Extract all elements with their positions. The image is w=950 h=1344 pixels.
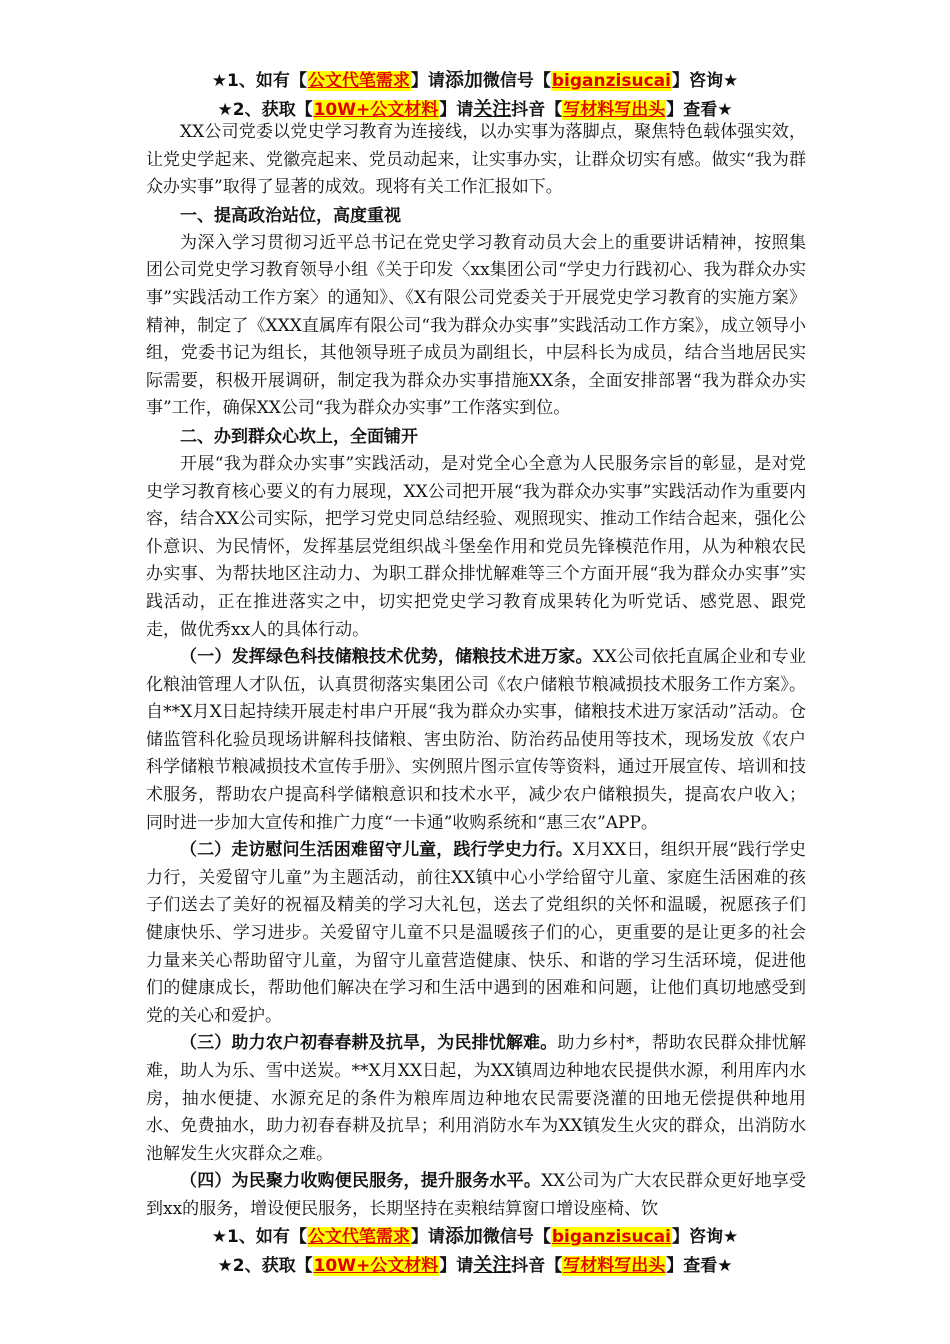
promo-text: ★2、获取【 xyxy=(217,1256,313,1276)
section-1-paragraph: 为深入学习贯彻习近平总书记在党史学习教育动员大会上的重要讲话精神，按照集团公司党史学习教育领导小组《关于印发〈xx集团公司“学史力行践初心、我为群众办实事”实践活动工作方案〉的通知》、《X有限公司党委关于开展党史学习教育的实施方案》精神，制定了《XXX直属库有限公司“我为群众办实事”实践活动工作方案》，成立领导小组，党委书记为组长，其他领导班子成员为副组长，中层科长为成员，结合当地居民实际需要，积极开展调研，制定我为群众办实事措施XX条，全面安排部署“我为群众办实事”工作，确保XX公司“我为群众办实事”工作落实到位。 xyxy=(146,232,806,419)
promo-text: 微信号【 xyxy=(482,71,551,91)
intro-paragraph: XX公司党委以党史学习教育为连接线，以办实事为落脚点，聚焦特色载体强实效，让党史学起来、党徽亮起来、党员动起来，让实事办实，让群众切实有感。做实“我为群众办实事”取得了显著的成效。现将有关工作汇报如下。 xyxy=(146,122,806,198)
subsection-4-lead: （四）为民聚力收购便民服务，提升服务水平。 xyxy=(180,1171,542,1192)
promo-text: 抖音【 xyxy=(511,1256,563,1276)
section-heading-1: 一、提高政治站位，高度重视 xyxy=(180,205,401,226)
subsection-1-text: XX公司依托直属企业和专业化粮油管理人才队伍，认真贯彻落实集团公司《农户储粮节粮减损技术服务工作方案》。自**X月X日起持续开展走村串户开展“我为群众办实事，储粮技术进万家活动”活动。仓储监管科化验员现场讲解科技储粮、害虫防治、防治药品使用等技术，现场发放《农户科学储粮节粮减损技术宣传手册》、实例照片图示宣传等资料，通过开展宣传、培训和技术服务，帮助农户提高科学储粮意识和技术水平，减少农户储粮损失，提高农户收入；同时进一步加大宣传和推广力度“一卡通”收购系统和“惠三农”APP。 xyxy=(146,647,806,833)
subsection-3-text: 助力乡村*，帮助农民群众排忧解难，助人为乐、雪中送炭。**X月XX日起，为XX镇周边种地农民提供水源，利用库内水房，抽水便捷、水源充足的条件为粮库周边种地农民需要浇灌的田地无偿提供种地用水、免费抽水，助力初春春耕及抗旱；利用消防水车为XX镇发生火灾的群众，出消防水池解发生火灾群众之难。 xyxy=(146,1033,807,1164)
promo-emphasis: 关注 xyxy=(473,1254,512,1276)
top-promo-banner xyxy=(0,66,950,124)
section-2-paragraph: 开展“我为群众办实事”实践活动，是对党全心全意为人民服务宗旨的彰显，是对党史学习教育核心要义的有力展现，XX公司把开展“我为群众办实事”实践活动作为重要内容，结合XX公司实际，把学习党史同总结经验、观照现实、推动工作结合起来，强化公仆意识、为民情怀，发挥基层党组织战斗堡垒作用和党员先锋模范作用，从为种粮农民办实事、为帮扶地区注动力、为职工群众排忧解难等三个方面开展“我为群众办实事”实践活动，正在推进落实之中，切实把党史学习教育成果转化为听党话、感党恩、跟党走，做优秀xx人的具体行动。 xyxy=(146,453,806,640)
subsection-1-lead: （一）发挥绿色科技储粮技术优势，储粮技术进万家。 xyxy=(180,647,593,668)
subsection-3 xyxy=(146,1030,806,1168)
subsection-3-lead: （三）助力农户初春春耕及抗旱，为民排忧解难。 xyxy=(180,1033,558,1054)
subsection-1 xyxy=(146,644,806,837)
bottom-promo-banner xyxy=(0,1222,950,1280)
promo-text: 】咨询★ xyxy=(671,71,739,91)
promo-emphasis: 添加 xyxy=(444,69,483,91)
promo-highlight: 10W+公文材料 xyxy=(313,100,439,120)
promo-text: 微信号【 xyxy=(482,1227,551,1247)
promo-highlight: 写材料写出头 xyxy=(563,100,666,120)
promo-text: 】请 xyxy=(439,100,474,120)
promo-highlight: 写材料写出头 xyxy=(563,1256,666,1276)
subsection-2 xyxy=(146,837,806,1030)
promo-emphasis: 关注 xyxy=(473,98,512,120)
subsection-2-lead: （二）走访慰问生活困难留守儿童，践行学史力行。 xyxy=(180,840,573,861)
promo-highlight: 公文代笔需求 xyxy=(307,71,410,91)
promo-highlight: biganzisucai xyxy=(551,1227,671,1247)
promo-text: 】请 xyxy=(410,71,445,91)
section-heading-2: 二、办到群众心坎上，全面铺开 xyxy=(180,426,418,447)
subsection-2-text: X月XX日，组织开展“践行学史力行，关爱留守儿童”为主题活动，前往XX镇中心小学给留守儿童、家庭生活困难的孩子们送去了美好的祝福及精美的学习大礼包，送去了党组织的关怀和温暖，祝愿孩子们健康快乐、学习进步。关爱留守儿童不只是温暖孩子们的心，更重要的是让更多的社会力量来关心帮助留守儿童，为留守儿童营造健康、快乐、和谐的学习生活环境，促进他们的健康成长，帮助他们解决在学习和生活中遇到的困难和问题，让他们真切地感受到党的关心和爱护。 xyxy=(146,840,807,1026)
promo-line-1 xyxy=(0,1222,950,1251)
promo-text: 】查看★ xyxy=(666,100,733,120)
promo-text: ★1、如有【 xyxy=(211,1227,307,1247)
promo-highlight: 10W+公文材料 xyxy=(313,1256,439,1276)
promo-text: ★1、如有【 xyxy=(211,71,307,91)
document-body xyxy=(146,119,806,1224)
promo-text: ★2、获取【 xyxy=(217,100,313,120)
promo-text: 】查看★ xyxy=(666,1256,733,1276)
subsection-4-text: XX公司为广大农民群众更好地享受到xx的服务，增设便民服务，长期坚持在卖粮结算窗口增设座椅、饮 xyxy=(146,1171,806,1219)
promo-text: 抖音【 xyxy=(511,100,563,120)
promo-highlight: 公文代笔需求 xyxy=(307,1227,410,1247)
subsection-4 xyxy=(146,1168,806,1223)
promo-text: 】请 xyxy=(439,1256,474,1276)
promo-text: 】请 xyxy=(410,1227,445,1247)
promo-highlight: biganzisucai xyxy=(551,71,671,91)
promo-line-1 xyxy=(0,66,950,95)
promo-emphasis: 添加 xyxy=(444,1225,483,1247)
promo-text: 】咨询★ xyxy=(671,1227,739,1247)
promo-line-2 xyxy=(0,1251,950,1280)
